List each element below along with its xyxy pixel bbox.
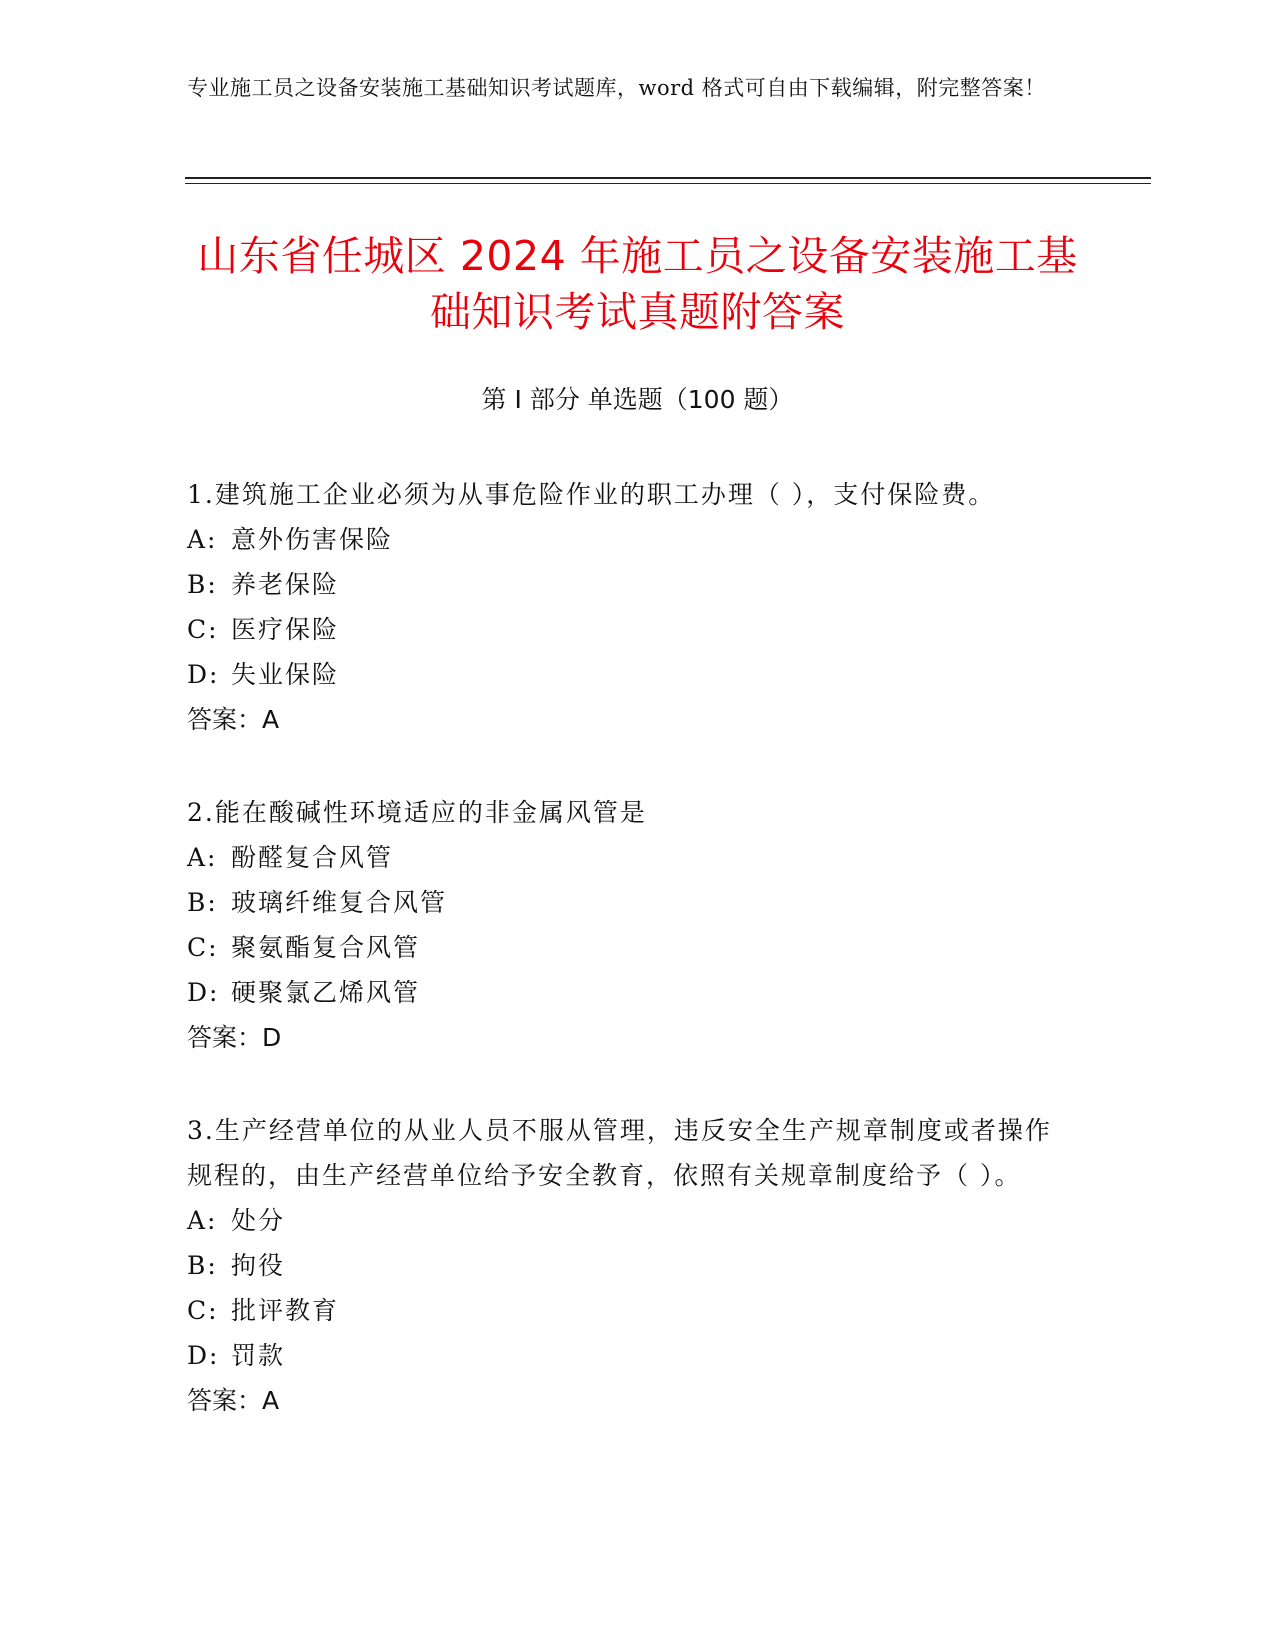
option-text: 罚款 [231, 1341, 286, 1370]
question-stem: 1.建筑施工企业必须为从事危险作业的职工办理（ ），支付保险费。 [187, 480, 996, 509]
option-letter: B: [187, 570, 218, 599]
question-block [187, 1108, 1067, 1423]
option-letter: A: [187, 525, 218, 554]
section-heading: 第 I 部分 单选题（100 题） [481, 385, 794, 414]
option-letter: D: [187, 660, 220, 689]
option-letter: C: [187, 1296, 219, 1325]
option-b [187, 1243, 1067, 1288]
document-title: 山东省任城区 2024 年施工员之设备安装施工基础知识考试真题附答案 [197, 232, 1078, 336]
option-text: 硬聚氯乙烯风管 [231, 978, 421, 1007]
option-letter: D: [187, 978, 220, 1007]
option-letter: A: [187, 843, 218, 872]
option-d [187, 1333, 1067, 1378]
question-stem: 2.能在酸碱性环境适应的非金属风管是 [187, 798, 647, 827]
option-a [187, 1198, 1067, 1243]
option-letter: A: [187, 1206, 218, 1235]
option-letter: C: [187, 615, 219, 644]
question-stem: 3.生产经营单位的从业人员不服从管理，违反安全生产规章制度或者操作规程的，由生产经营单位给予安全教育，依照有关规章制度给予（ ）。 [187, 1116, 1052, 1190]
option-text: 聚氨酯复合风管 [231, 933, 421, 962]
option-text: 医疗保险 [231, 615, 340, 644]
option-text: 玻璃纤维复合风管 [231, 888, 448, 917]
option-text: 批评教育 [231, 1296, 340, 1325]
option-text: 处分 [231, 1206, 286, 1235]
question-block [187, 472, 1067, 742]
option-c [187, 925, 1067, 970]
option-letter: B: [187, 1251, 218, 1280]
option-text: 酚醛复合风管 [231, 843, 394, 872]
header-divider-thin [185, 183, 1151, 184]
answer-line: 答案：D [187, 1023, 282, 1052]
option-letter: B: [187, 888, 218, 917]
option-text: 养老保险 [231, 570, 340, 599]
answer-line: 答案：A [187, 1386, 280, 1415]
option-d [187, 970, 1067, 1015]
option-text: 意外伤害保险 [231, 525, 394, 554]
option-c [187, 607, 1067, 652]
option-letter: C: [187, 933, 219, 962]
question-block [187, 790, 1067, 1060]
option-text: 失业保险 [231, 660, 340, 689]
option-d [187, 652, 1067, 697]
option-text: 拘役 [231, 1251, 286, 1280]
option-b [187, 880, 1067, 925]
option-letter: D: [187, 1341, 220, 1370]
option-c [187, 1288, 1067, 1333]
answer-line: 答案：A [187, 705, 280, 734]
header-divider-thick [185, 177, 1151, 179]
option-a [187, 835, 1067, 880]
option-b [187, 562, 1067, 607]
header-note: 专业施工员之设备安装施工基础知识考试题库，word 格式可自由下载编辑，附完整答案！ [187, 76, 1046, 100]
option-a [187, 517, 1067, 562]
